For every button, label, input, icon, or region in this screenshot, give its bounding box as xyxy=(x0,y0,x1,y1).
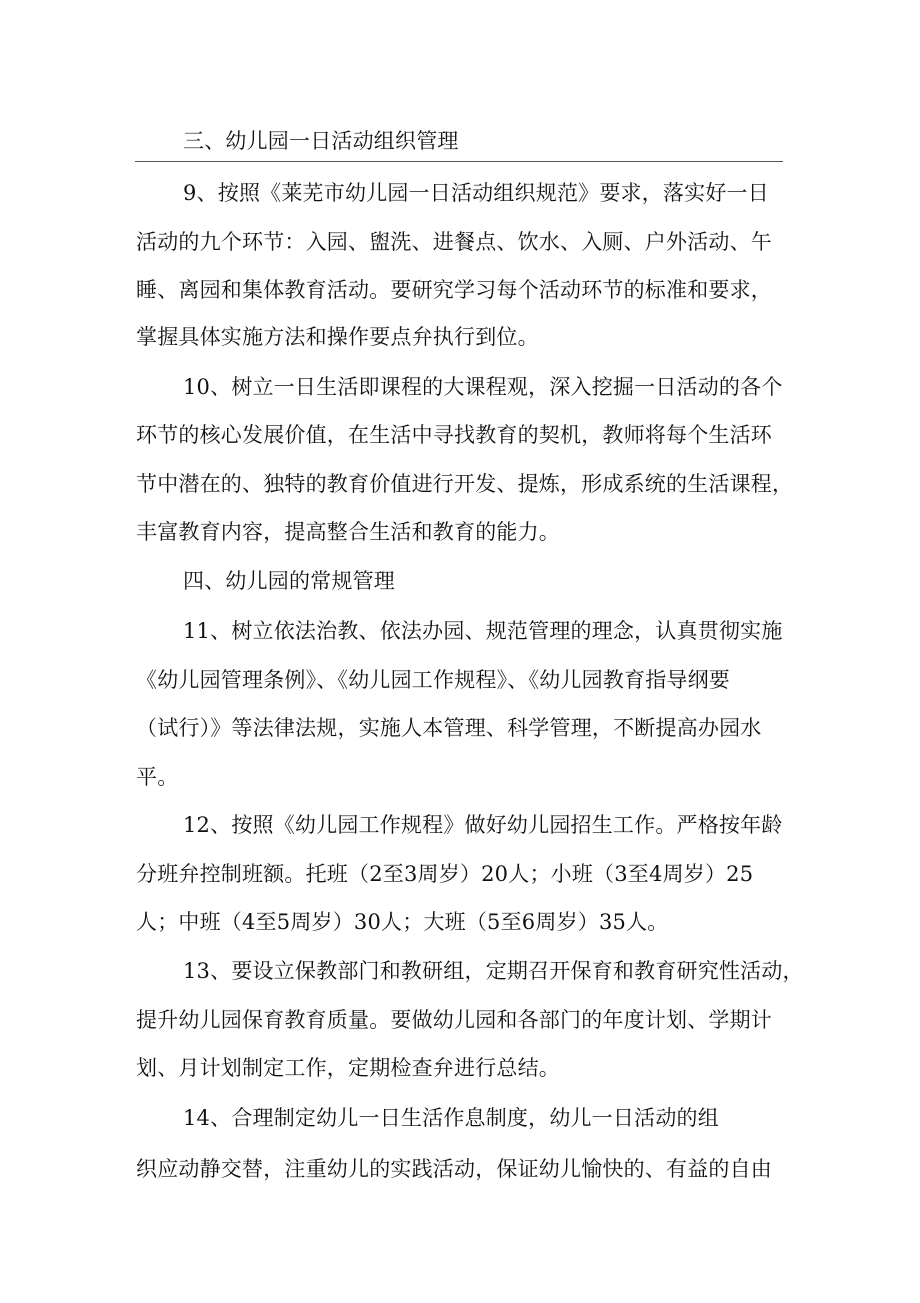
paragraph-13-line-3: 划、月计划制定工作，定期检查弁进行总结。 xyxy=(136,1056,560,1080)
paragraph-11-line-2: 《幼儿园管理条例》、《幼儿园工作规程》、《幼儿园教育指导纲要 xyxy=(136,668,730,692)
paragraph-12-line-2: 分班弁控制班额。托班（2至3周岁）20人；小班（3至4周岁）25 xyxy=(136,862,754,886)
paragraph-13-line-1: 13、要设立保教部门和教研组，定期召开保育和教育研究性活动， xyxy=(183,959,804,983)
paragraph-14-line-2: 织应动静交替，注重幼儿的实践活动，保证幼儿愉快的、有益的自由 xyxy=(136,1157,772,1181)
section-heading-3: 三、幼儿园一日活动组织管理 xyxy=(183,129,459,153)
header-rule xyxy=(135,161,783,162)
section-heading-4: 四、幼儿园的常规管理 xyxy=(183,569,395,593)
paragraph-11-line-4: 平。 xyxy=(136,765,179,789)
paragraph-9-line-3: 睡、离园和集体教育活动。要研究学习每个活动环节的标准和要求， xyxy=(136,278,772,302)
paragraph-10-line-2: 环节的核心发展价值，在生活中寻找教育的契机，教师将每个生活环 xyxy=(136,423,772,447)
paragraph-14-line-1: 14、合理制定幼儿一日生活作息制度，幼儿一日活动的组 xyxy=(183,1106,719,1130)
paragraph-9-line-1: 9、按照《莱芜市幼儿园一日活动组织规范》要求，落实好一日 xyxy=(183,181,769,205)
paragraph-11-line-3: （试行）》等法律法规，实施人本管理、科学管理，不断提高办园水 xyxy=(136,716,762,740)
paragraph-10-line-1: 10、树立一日生活即课程的大课程观，深入挖掘一日活动的各个 xyxy=(183,375,783,399)
paragraph-10-line-4: 丰富教育内容，提高整合生活和教育的能力。 xyxy=(136,520,560,544)
paragraph-13-line-2: 提升幼儿园保育教育质量。要做幼儿园和各部门的年度计划、学期计 xyxy=(136,1008,772,1032)
paragraph-11-line-1: 11、树立依法治教、依法办园、规范管理的理念，认真贯彻实施 xyxy=(183,619,783,643)
paragraph-12-line-3: 人；中班（4至5周岁）30人；大班（5至6周岁）35人。 xyxy=(136,910,669,934)
paragraph-9-line-2: 活动的九个环节：入园、盥洗、进餐点、饮水、入厕、户外活动、午 xyxy=(136,230,772,254)
paragraph-9-line-4: 掌握具体实施方法和操作要点弁执行到位。 xyxy=(136,325,539,349)
paragraph-10-line-3: 节中潜在的、独特的教育价值进行开发、提炼，形成系统的生活课程， xyxy=(136,472,794,496)
paragraph-12-line-1: 12、按照《幼儿园工作规程》做好幼儿园招生工作。严格按年龄 xyxy=(183,813,783,837)
